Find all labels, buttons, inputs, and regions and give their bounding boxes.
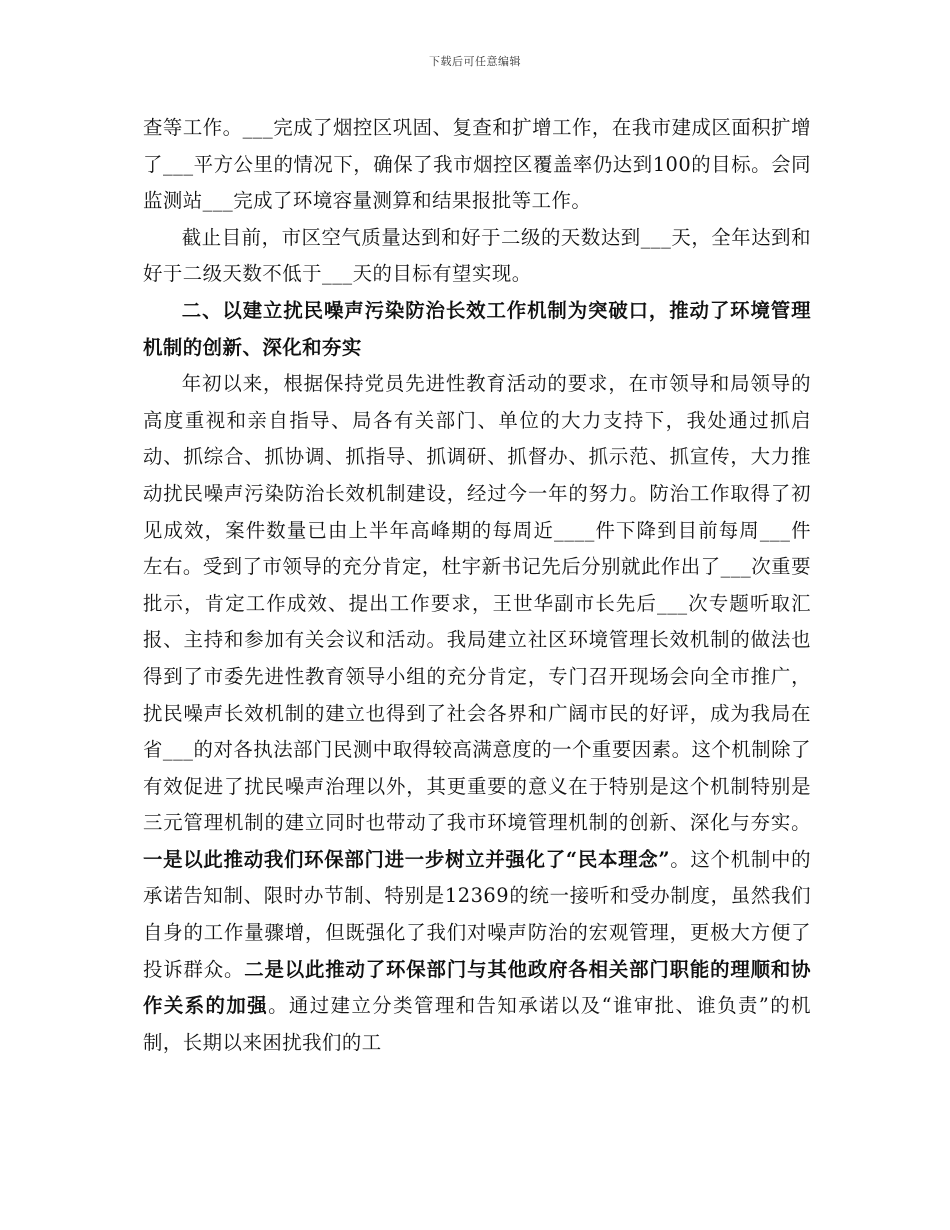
- paragraph-3-text-c: 。通过建立分类管理和告知承诺以及“谁审批、谁负责”的机制，长期以来困扰我们的工: [143, 994, 812, 1054]
- paragraph-3: [143, 366, 811, 1061]
- document-body: [143, 110, 811, 1061]
- paragraph-1: 查等工作。___完成了烟控区巩固、复查和扩增工作，在我市建成区面积扩增了___平方公里的情况下，确保了我市烟控区覆盖率仍达到100的目标。会同监测站___完成了环境容量测算和结果报批等工作。: [143, 116, 811, 213]
- paragraph-3-bold-point-1: 一是以此推动我们环保部门进一步树立并强化了“民本理念”: [143, 847, 671, 871]
- paragraph-2: 截止目前，市区空气质量达到和好于二级的天数达到___天，全年达到和好于二级天数不低于___天的目标有望实现。: [143, 225, 811, 286]
- section-heading: 二、以建立扰民噪声污染防治长效工作机制为突破口，推动了环境管理机制的创新、深化和夯实: [143, 298, 811, 359]
- paragraph-3-text-a: 年初以来，根据保持党员先进性教育活动的要求，在市领导和局领导的高度重视和亲自指导、局各有关部门、单位的大力支持下，我处通过抓启动、抓综合、抓协调、抓指导、抓调研、抓督办、抓示范、抓宣传，大力推动扰民噪声污染防治长效机制建设，经过今一年的努力。防治工作取得了初见成效，案件数量已由上半年高峰期的每周近____件下降到目前每周___件左右。受到了市领导的充分肯定，杜宇新书记先后分别就此作出了___次重要批示，肯定工作成效、提出工作要求，王世华副市长先后___次专题听取汇报、主持和参加有关会议和活动。我局建立社区环境管理长效机制的做法也得到了市委先进性教育领导小组的充分肯定，专门召开现场会向全市推广，扰民噪声长效机制的建立也得到了社会各界和广阔市民的好评，成为我局在省___的对各执法部门民测中取得较高满意度的一个重要因素。这个机制除了有效促进了扰民噪声治理以外，其更重要的意义在于特别是这个机制特别是三元管理机制的建立同时也带动了我市环境管理机制的创新、深化与夯实。: [143, 372, 811, 835]
- page-header: 下载后可任意编辑: [429, 55, 521, 68]
- paragraph-3-text-b: 。这个机制中的承诺告知制、限时办节制、特别是12369的统一接听和受办制度，虽然我们自身的工作量骤增，但既强化了我们对噪声防治的宏观管理，更极大方便了投诉群众。: [143, 847, 812, 981]
- paragraph-3-bold-point-2: 二是以此推动了环保部门与其他政府各相关部门职能的理顺和协作关系的加强: [143, 957, 812, 1018]
